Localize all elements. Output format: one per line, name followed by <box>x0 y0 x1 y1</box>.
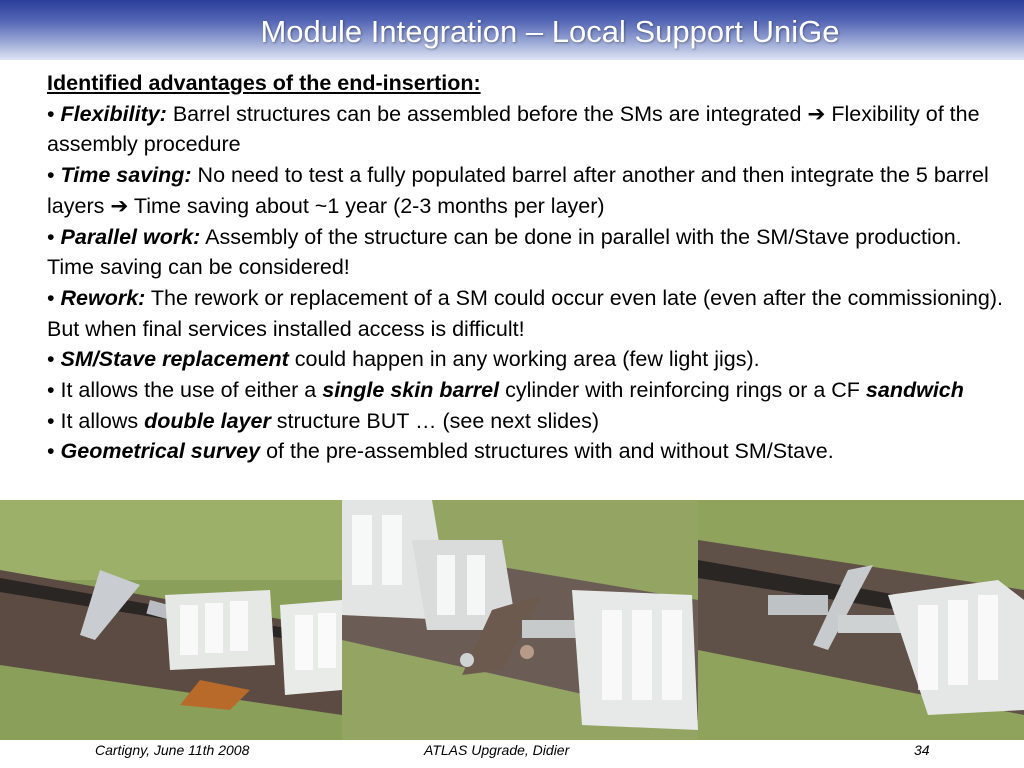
bullet-text: of the pre-assembled structures with and without SM/Stave. <box>260 439 834 464</box>
term-parallel-work: Parallel work: <box>60 224 201 249</box>
title-bar <box>0 0 1024 60</box>
bullet-text: structure BUT … (see next slides) <box>270 408 599 433</box>
bullet-rework <box>47 283 1007 344</box>
term-sandwich: sandwich <box>865 378 964 403</box>
advantages-heading <box>47 68 1007 99</box>
bullet-text: It allows <box>54 408 145 433</box>
bullet-time-saving <box>47 160 1007 221</box>
bullet-replacement <box>47 344 1007 375</box>
bullet-glyph: • <box>47 347 55 372</box>
bullet-flexibility <box>47 99 1007 160</box>
bullet-glyph: • <box>47 439 55 464</box>
term-rework: Rework: <box>60 285 146 310</box>
module-mockup-photo <box>0 500 342 740</box>
footer-page-number: 34 <box>914 742 930 758</box>
term-replacement: SM/Stave replacement <box>60 347 289 372</box>
bullet-text: No need to test a fully populated barrel after another and then integrate the 5 barrel layers <box>47 163 989 218</box>
term-time-saving: Time saving: <box>60 163 192 188</box>
bullet-text: Assembly of the structure can be done in parallel with the SM/Stave production. Time saving can be considered! <box>47 224 962 280</box>
term-geometrical-survey: Geometrical survey <box>60 439 261 464</box>
arrow-icon: ➔ <box>110 193 129 218</box>
bullet-glyph: • <box>47 378 55 403</box>
photo-right <box>698 500 1024 740</box>
heading-text: Identified advantages of the end-insertion: <box>47 71 481 95</box>
footer-location-date: Cartigny, June 11th 2008 <box>95 742 250 758</box>
bullet-parallel-work <box>47 222 1007 283</box>
module-mockup-photo <box>342 500 698 740</box>
bullet-glyph: • <box>47 224 55 249</box>
bullet-text: Flexibility of the assembly procedure <box>47 101 980 157</box>
footer-event: ATLAS Upgrade, Didier <box>424 742 570 758</box>
bullet-text: Barrel structures can be assembled before the SMs are integrated <box>166 101 808 126</box>
bullet-glyph: • <box>47 101 55 126</box>
bullet-single-skin <box>47 375 1007 406</box>
bullet-glyph: • <box>47 163 55 188</box>
bullet-glyph: • <box>47 408 55 433</box>
photo-middle <box>342 500 698 740</box>
module-mockup-photo <box>698 500 1024 740</box>
term-single-skin: single skin barrel <box>322 378 500 403</box>
bullet-text: Time saving about ~1 year (2-3 months per layer) <box>128 193 605 218</box>
bullet-glyph: • <box>47 285 55 310</box>
slide-body <box>47 68 1007 467</box>
bullet-text: could happen in any working area (few light jigs). <box>288 347 760 372</box>
slide-footer <box>0 742 1024 762</box>
bullet-text: It allows the use of either a <box>54 378 323 403</box>
bullet-double-layer <box>47 406 1007 437</box>
bullet-text: The rework or replacement of a SM could occur even late (even after the commissioning). But when final services installed access is difficult! <box>47 285 1003 341</box>
slide-title: Module Integration – Local Support UniGe <box>260 14 840 49</box>
photo-strip <box>0 500 1024 740</box>
bullet-text: cylinder with reinforcing rings or a CF <box>499 378 866 403</box>
term-double-layer: double layer <box>144 408 271 433</box>
photo-left <box>0 500 342 740</box>
arrow-icon: ➔ <box>807 101 826 126</box>
bullet-geometrical-survey <box>47 436 1007 467</box>
term-flexibility: Flexibility: <box>60 101 167 126</box>
